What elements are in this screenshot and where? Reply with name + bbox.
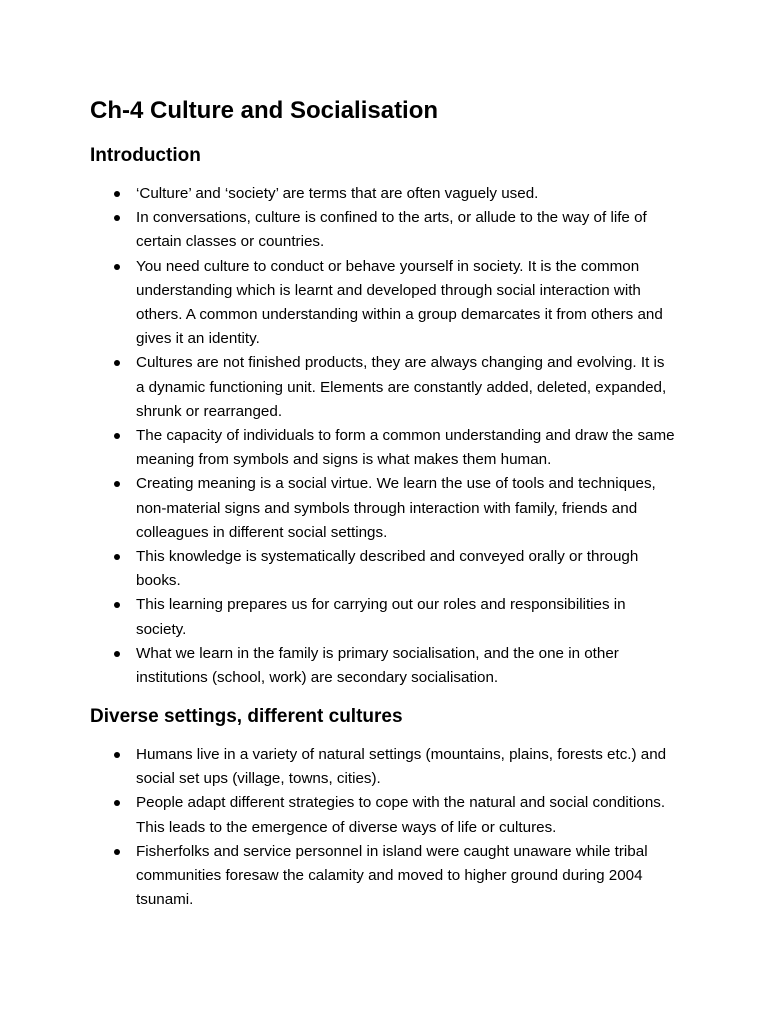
bullet-icon xyxy=(114,800,120,806)
list-item-text: Creating meaning is a social virtue. We learn the use of tools and techniques, non-material signs and symbols through interaction with family, friends and colleagues in different social settings. xyxy=(136,475,656,541)
list-item xyxy=(112,351,677,424)
section-heading-diverse-settings: Diverse settings, different cultures xyxy=(90,706,403,727)
list-item-text: In conversations, culture is confined to the arts, or allude to the way of life of certain classes or countries. xyxy=(136,209,647,251)
list-item xyxy=(112,472,677,545)
list-item-text: ‘Culture’ and ‘society’ are terms that are often vaguely used. xyxy=(136,185,539,202)
list-item-text: You need culture to conduct or behave yourself in society. It is the common understanding which is learnt and developed through social interaction with others. A common understanding within a group demarcates it from others and gives it an identity. xyxy=(136,257,663,348)
bullet-icon xyxy=(114,602,120,608)
bullet-icon xyxy=(114,215,120,221)
list-item-text: This knowledge is systematically described and conveyed orally or through books. xyxy=(136,548,639,590)
list-item-text: What we learn in the family is primary socialisation, and the one in other institutions (school, work) are secondary socialisation. xyxy=(136,644,619,687)
introduction-bullet-list xyxy=(112,182,677,690)
diverse-settings-bullet-list xyxy=(112,743,677,912)
list-item-text: Fisherfolks and service personnel in island were caught unaware while tribal communities foresaw the calamity and moved to higher ground during 2004 tsunami. xyxy=(136,842,648,909)
bullet-icon xyxy=(114,849,120,855)
list-item xyxy=(112,642,677,690)
bullet-icon xyxy=(114,360,120,366)
bullet-icon xyxy=(114,264,120,270)
list-item-text: The capacity of individuals to form a common understanding and draw the same meaning from symbols and signs is what makes them human. xyxy=(136,427,675,469)
list-item-text: People adapt different strategies to cope with the natural and social conditions. This leads to the emergence of diverse ways of life or cultures. xyxy=(136,794,666,836)
bullet-icon xyxy=(114,752,120,758)
list-item-text: This learning prepares us for carrying out our roles and responsibilities in society. xyxy=(136,596,626,638)
bullet-icon xyxy=(114,433,120,439)
list-item xyxy=(112,593,677,641)
bullet-icon xyxy=(114,481,120,487)
bullet-icon xyxy=(114,191,120,197)
list-item xyxy=(112,545,677,593)
list-item xyxy=(112,255,677,352)
list-item xyxy=(112,840,677,913)
bullet-icon xyxy=(114,651,120,657)
list-item xyxy=(112,743,677,791)
list-item-text: Humans live in a variety of natural settings (mountains, plains, forests etc.) and social set ups (village, towns, cities). xyxy=(136,746,667,788)
section-heading-introduction: Introduction xyxy=(90,145,201,166)
list-item xyxy=(112,182,677,206)
bullet-icon xyxy=(114,554,120,560)
page-title: Ch-4 Culture and Socialisation xyxy=(90,97,439,124)
list-item xyxy=(112,791,677,839)
list-item xyxy=(112,206,677,254)
list-item-text: Cultures are not finished products, they are always changing and evolving. It is a dynamic functioning unit. Elements are constantly added, deleted, expanded, shrunk or rearranged. xyxy=(136,354,667,420)
list-item xyxy=(112,424,677,472)
